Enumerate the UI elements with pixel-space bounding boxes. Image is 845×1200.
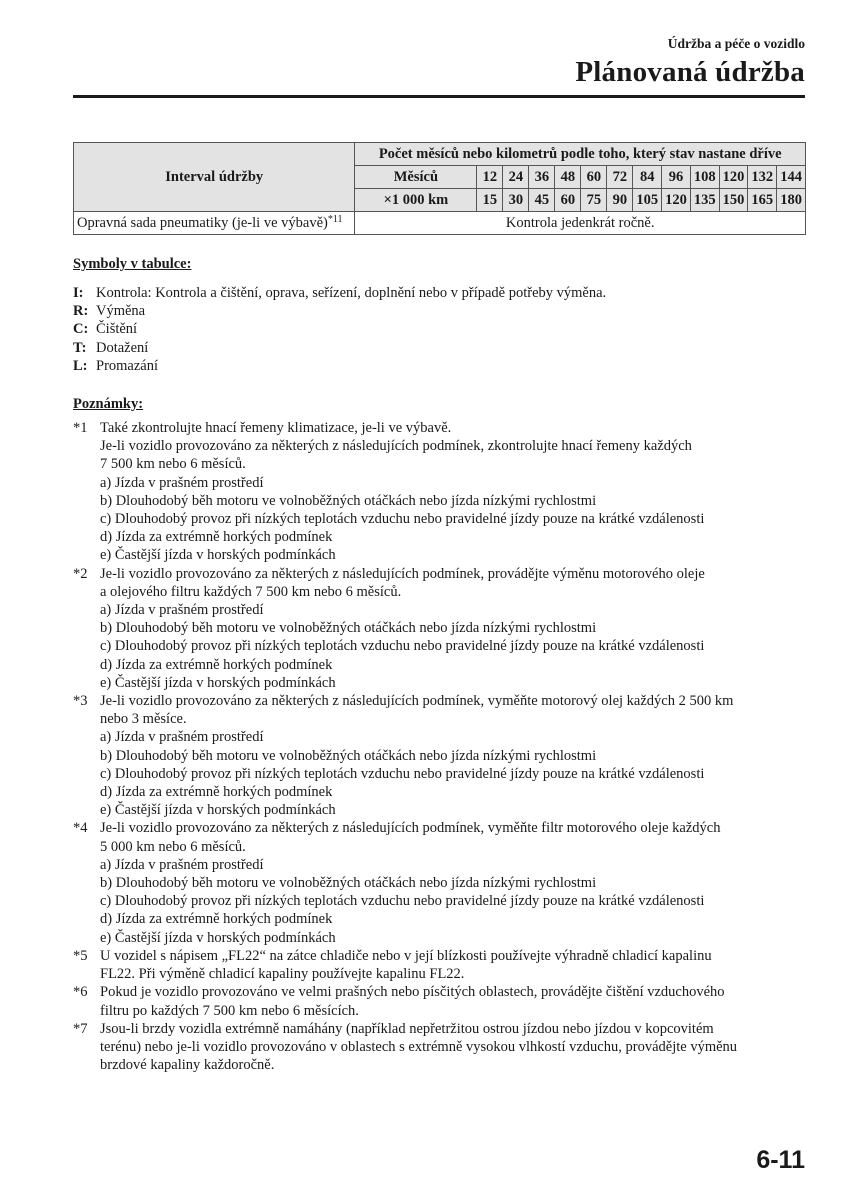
note-item [73, 419, 808, 565]
notes-heading: Poznámky: [73, 396, 144, 412]
group-header: Počet měsíců nebo kilometrů podle toho, který stav nastane dříve [355, 143, 806, 166]
note-line: Je-li vozidlo provozováno za některých z následujících podmínek, vyměňte motorový olej každých 2 500 km [100, 693, 734, 710]
note-condition: b) Dlouhodobý běh motoru ve volnoběžných otáčkách nebo jízda nízkými rychlostmi [100, 620, 597, 637]
months-cell: 132 [748, 166, 777, 189]
symbol-text: Kontrola: Kontrola a čištění, oprava, seřízení, doplnění nebo v případě potřeby výměna. [96, 285, 607, 301]
note-line: Je-li vozidlo provozováno za některých z následujících podmínek, provádějte výměnu motorového oleje [100, 565, 705, 582]
months-cell: 108 [690, 166, 719, 189]
months-cell: 48 [555, 166, 581, 189]
note-condition: e) Častější jízda v horských podmínkách [100, 547, 336, 564]
note-condition: a) Jízda v prašném prostředí [100, 729, 264, 746]
note-condition: b) Dlouhodobý běh motoru ve volnoběžných otáčkách nebo jízda nízkými rychlostmi [100, 875, 597, 892]
note-line: terénu) nebo je-li vozidlo provozováno v oblastech s extrémně vysokou vlhkostí vzduchu, provádějte výměnu [100, 1038, 738, 1055]
note-mark: *1 [73, 420, 88, 436]
months-cell: 60 [581, 166, 607, 189]
symbol-key: I: [73, 285, 84, 301]
notes-list [73, 419, 808, 1074]
note-condition: b) Dlouhodobý běh motoru ve volnoběžných otáčkách nebo jízda nízkými rychlostmi [100, 747, 597, 764]
km-cell: 105 [633, 189, 662, 212]
note-line: Je-li vozidlo provozováno za některých z následujících podmínek, zkontrolujte hnací řemeny každých [100, 438, 692, 455]
symbols-list [73, 284, 606, 375]
title-rule [73, 95, 805, 98]
note-item [73, 1020, 808, 1075]
note-line: Pokud je vozidlo provozováno ve velmi prašných nebo písčitých oblastech, provádějte čištění vzduchového [100, 984, 725, 1001]
note-condition: b) Dlouhodobý běh motoru ve volnoběžných otáčkách nebo jízda nízkými rychlostmi [100, 492, 597, 509]
note-line: FL22. Při výměně chladicí kapaliny používejte kapalinu FL22. [100, 966, 465, 983]
note-line: Také zkontrolujte hnací řemeny klimatizace, je-li ve výbavě. [100, 420, 452, 436]
symbols-heading: Symboly v tabulce: [73, 256, 192, 272]
months-label: Měsíců [355, 166, 477, 189]
note-line: nebo 3 měsíce. [100, 711, 187, 728]
note-condition: c) Dlouhodobý provoz při nízkých teplotách vzduchu nebo pravidelné jízdy pouze na krátké vzdálenosti [100, 765, 705, 782]
row-value: Kontrola jedenkrát ročně. [355, 212, 806, 235]
page-title: Plánovaná údržba [575, 56, 805, 88]
note-condition: e) Častější jízda v horských podmínkách [100, 929, 336, 946]
symbol-key: T: [73, 339, 87, 356]
symbol-text: Výměna [96, 303, 146, 320]
note-line: U vozidel s nápisem „FL22“ na zátce chladiče nebo v její blízkosti používejte výhradně chladicí kapalinu [100, 947, 712, 964]
note-condition: e) Častější jízda v horských podmínkách [100, 674, 336, 691]
symbol-item [73, 320, 606, 338]
row-item [74, 212, 355, 235]
km-cell: 120 [662, 189, 691, 212]
note-mark: *3 [73, 693, 88, 710]
km-cell: 165 [748, 189, 777, 212]
months-cell: 72 [607, 166, 633, 189]
note-mark: *6 [73, 984, 88, 1001]
note-condition: e) Častější jízda v horských podmínkách [100, 802, 336, 819]
months-cell: 144 [777, 166, 806, 189]
note-mark: *5 [73, 947, 88, 964]
symbol-key: L: [73, 357, 88, 374]
km-cell: 30 [503, 189, 529, 212]
km-cell: 75 [581, 189, 607, 212]
note-mark: *7 [73, 1020, 88, 1037]
note-item [73, 692, 808, 819]
months-cell: 120 [719, 166, 748, 189]
note-condition: d) Jízda za extrémně horkých podmínek [100, 529, 333, 546]
km-label: ×1 000 km [355, 189, 477, 212]
months-cell: 84 [633, 166, 662, 189]
symbol-item [73, 339, 606, 357]
km-cell: 150 [719, 189, 748, 212]
note-line: filtru po každých 7 500 km nebo 6 měsících. [100, 1002, 359, 1019]
note-condition: d) Jízda za extrémně horkých podmínek [100, 656, 333, 673]
symbol-item [73, 284, 606, 302]
note-item [73, 947, 808, 983]
note-item [73, 819, 808, 946]
row-note-ref: *11 [327, 213, 343, 225]
section-label: Údržba a péče o vozidlo [667, 36, 805, 51]
maintenance-schedule-table [73, 142, 806, 235]
note-line: Je-li vozidlo provozováno za některých z následujících podmínek, vyměňte filtr motorového oleje každých [100, 820, 721, 837]
note-mark: *2 [73, 565, 88, 582]
note-mark: *4 [73, 820, 88, 837]
table-row [74, 212, 806, 235]
km-cell: 45 [529, 189, 555, 212]
note-line: Jsou-li brzdy vozidla extrémně namáhány (například nepřetržitou ostrou jízdou nebo jízdou v kopcovitém [100, 1020, 714, 1037]
note-condition: a) Jízda v prašném prostředí [100, 602, 264, 619]
note-condition: d) Jízda za extrémně horkých podmínek [100, 911, 333, 928]
symbol-text: Čištění [96, 321, 138, 338]
months-cell: 24 [503, 166, 529, 189]
note-line: a olejového filtru každých 7 500 km nebo 6 měsíců. [100, 583, 402, 600]
months-cell: 96 [662, 166, 691, 189]
note-condition: c) Dlouhodobý provoz při nízkých teplotách vzduchu nebo pravidelné jízdy pouze na krátké vzdálenosti [100, 638, 705, 655]
km-cell: 90 [607, 189, 633, 212]
symbol-text: Dotažení [96, 339, 149, 356]
km-cell: 60 [555, 189, 581, 212]
note-condition: a) Jízda v prašném prostředí [100, 474, 264, 491]
note-line: 7 500 km nebo 6 měsíců. [100, 456, 246, 473]
note-item [73, 983, 808, 1019]
note-condition: c) Dlouhodobý provoz při nízkých teplotách vzduchu nebo pravidelné jízdy pouze na krátké vzdálenosti [100, 893, 705, 910]
km-cell: 15 [477, 189, 503, 212]
km-cell: 135 [690, 189, 719, 212]
note-condition: c) Dlouhodobý provoz při nízkých teplotách vzduchu nebo pravidelné jízdy pouze na krátké vzdálenosti [100, 511, 705, 528]
symbol-item [73, 357, 606, 375]
interval-label: Interval údržby [74, 143, 355, 212]
note-condition: a) Jízda v prašném prostředí [100, 856, 264, 873]
row-item-text: Opravná sada pneumatiky (je-li ve výbavě) [77, 214, 328, 231]
note-item [73, 565, 808, 692]
page-number: 6-11 [756, 1146, 805, 1174]
note-line: brzdové kapaliny každoročně. [100, 1057, 275, 1074]
symbol-text: Promazání [96, 357, 159, 374]
note-condition: d) Jízda za extrémně horkých podmínek [100, 784, 333, 801]
months-cell: 36 [529, 166, 555, 189]
months-cell: 12 [477, 166, 503, 189]
note-line: 5 000 km nebo 6 měsíců. [100, 838, 246, 855]
symbol-item [73, 302, 606, 320]
symbol-key: C: [73, 321, 89, 338]
km-cell: 180 [777, 189, 806, 212]
symbol-key: R: [73, 303, 89, 320]
